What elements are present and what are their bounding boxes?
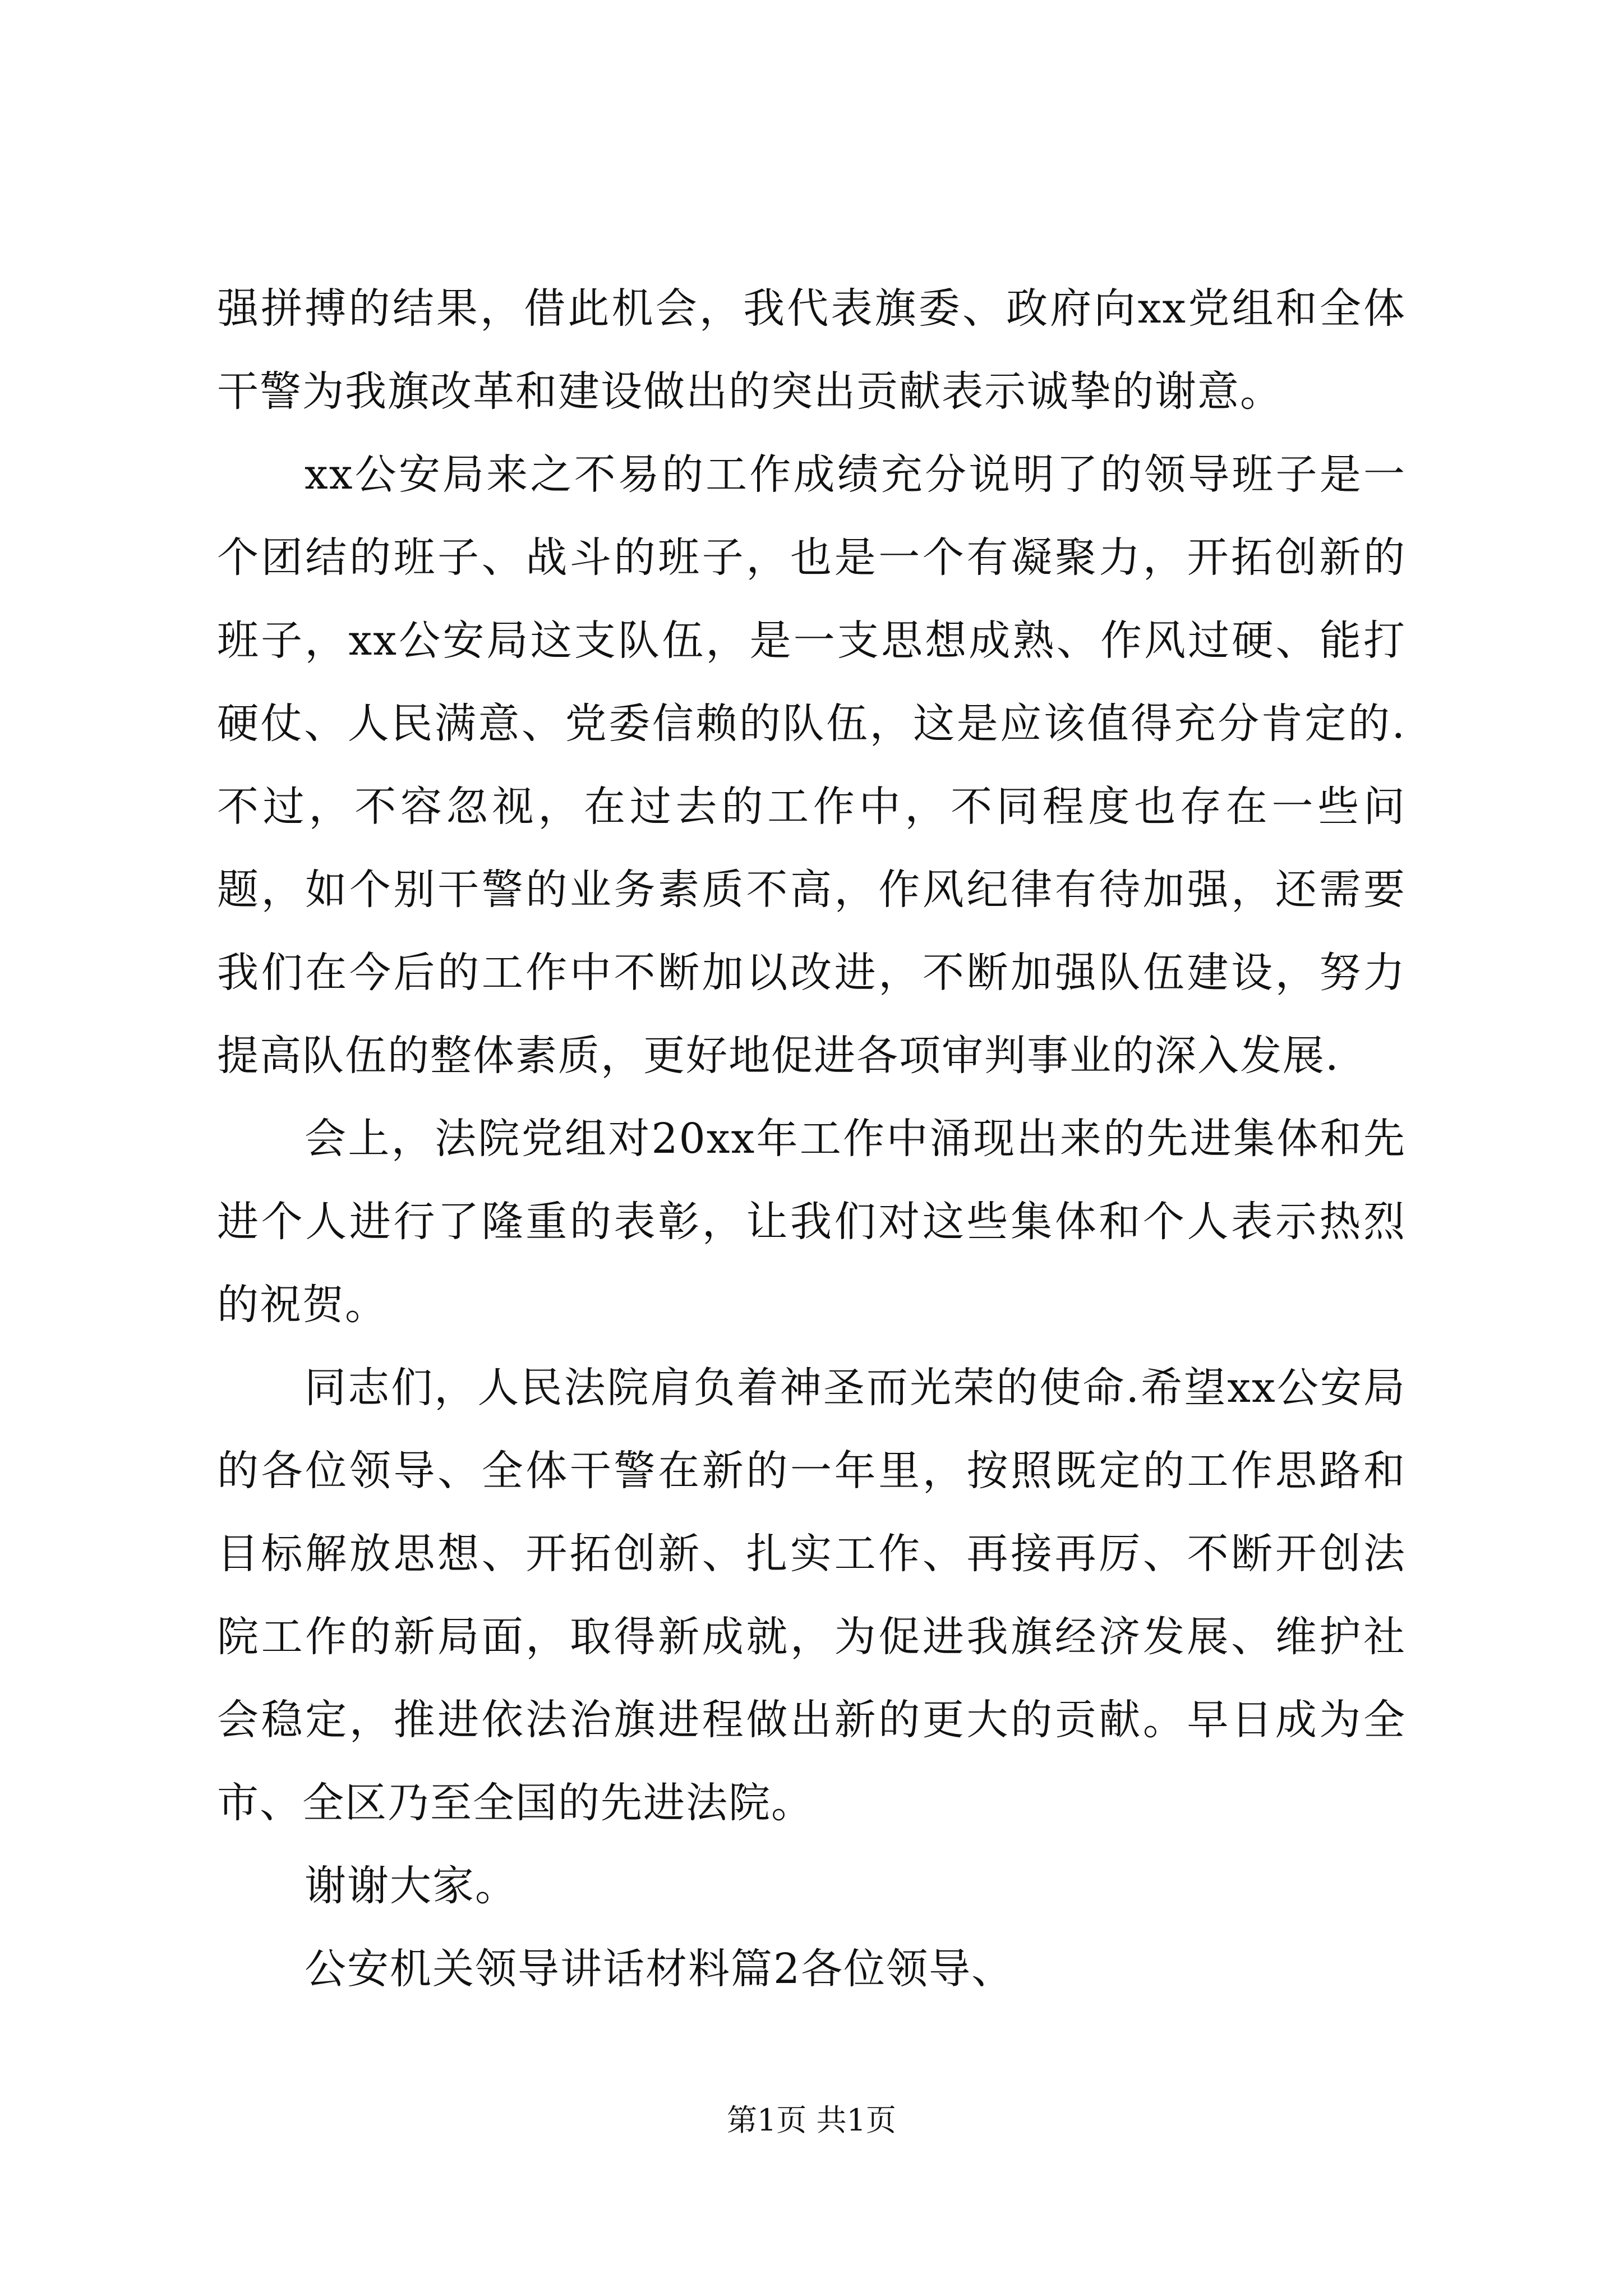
document-body (217, 267, 1406, 2010)
paragraph-6: 公安机关领导讲话材料篇2各位领导、 (305, 1945, 1015, 1993)
paragraph-1: 强拼搏的结果，借此机会，我代表旗委、政府向xx党组和全体干警为我旗改革和建设做出的突出贡献表示诚挚的谢意。 (217, 284, 1406, 416)
paragraph-3: 会上，法院党组对20xx年工作中涌现出来的先进集体和先进个人进行了隆重的表彰，让我们对这些集体和个人表示热烈的祝贺。 (217, 1115, 1406, 1329)
paragraph-4: 同志们，人民法院肩负着神圣而光荣的使命.希望xx公安局的各位领导、全体干警在新的一年里，按照既定的工作思路和目标解放思想、开拓创新、扎实工作、再接再厉、不断开创法院工作的新局面，取得新成就，为促进我旗经济发展、维护社会稳定，推进依法治旗进程做出新的更大的贡献。早日成为全市、全区乃至全国的先进法院。 (217, 1364, 1406, 1827)
page-footer (0, 2101, 1623, 2140)
page-number-label: 第1页 共1页 (727, 2102, 896, 2138)
paragraph-5: 谢谢大家。 (305, 1862, 518, 1910)
paragraph-2: xx公安局来之不易的工作成绩充分说明了的领导班子是一个团结的班子、战斗的班子，也是一个有凝聚力，开拓创新的班子，xx公安局这支队伍，是一支思想成熟、作风过硬、能打硬仗、人民满意、党委信赖的队伍，这是应该值得充分肯定的.不过，不容忽视，在过去的工作中，不同程度也存在一些问题，如个别干警的业务素质不高，作风纪律有待加强，还需要我们在今后的工作中不断加以改进，不断加强队伍建设，努力提高队伍的整体素质，更好地促进各项审判事业的深入发展. (217, 450, 1406, 1080)
